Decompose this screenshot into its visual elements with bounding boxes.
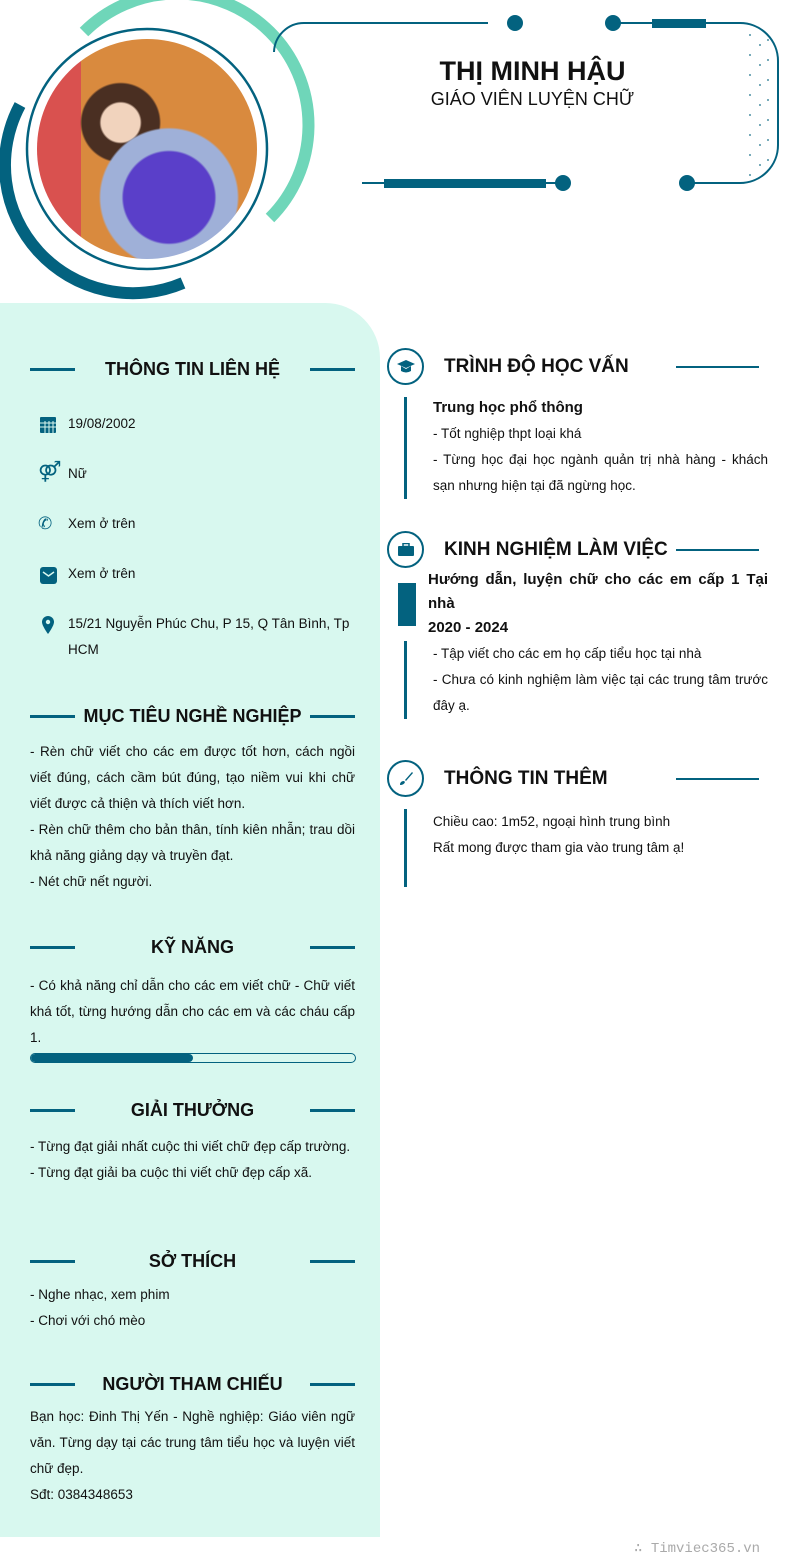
experience-title: Hướng dẫn, luyện chữ cho các em cấp 1 Tại nhà 2020 - 2024 [428, 571, 768, 636]
objective-text: - Rèn chữ viết cho các em được tốt hơn, cách ngồi viết đúng, cách cầm bút đúng, tạo niềm vui khi chữ viết được cả thiện và thích viết hơn. - Rèn chữ thêm cho bản thân, tính kiên nhẫn; trau dồi khả năng giảng dạy và truyền đạt. - Nét chữ nết người. [30, 744, 355, 889]
skill-level-bar [30, 1053, 356, 1063]
calendar-icon [38, 414, 58, 434]
objective-header: MỤC TIÊU NGHỀ NGHIỆP [30, 703, 355, 729]
phone-icon: ✆ [38, 514, 53, 533]
email-icon [38, 565, 58, 585]
references-text: Bạn học: Đinh Thị Yến - Nghề nghiệp: Giáo viên ngữ văn. Từng dạy tại các trung tâm tiểu học và luyện viết chữ đẹp. Sđt: 0384348653 [30, 1409, 355, 1502]
location-icon [38, 615, 58, 635]
hobbies-text: - Nghe nhạc, xem phim - Chơi với chó mèo [30, 1287, 170, 1328]
education-content: Trung học phổ thông - Tốt nghiệp thpt loại khá - Từng học đại học ngành quản trị nhà hàng - khách sạn nhưng hiện tại đã ngừng học. [433, 399, 768, 493]
hobbies-header: SỞ THÍCH [30, 1248, 355, 1274]
extra-info-content: Chiều cao: 1m52, ngoại hình trung bình Rất mong được tham gia vào trung tâm ạ! [433, 814, 685, 855]
left-panel [0, 303, 380, 1537]
gender-icon: ⚤ [38, 461, 62, 483]
graduation-cap-icon [387, 348, 424, 385]
awards-header: GIẢI THƯỞNG [30, 1097, 355, 1123]
references-header: NGƯỜI THAM CHIẾU [30, 1371, 355, 1397]
brush-icon [387, 760, 424, 797]
experience-details: - Tập viết cho các em họ cấp tiểu học tại nhà - Chưa có kinh nghiệm làm việc tại các trung tâm trước đây ạ. [433, 646, 768, 713]
experience-header: KINH NGHIỆM LÀM VIỆC [387, 531, 759, 569]
watermark: ∴ Timviec365.vn [634, 1541, 761, 1557]
phone: Xem ở trên [68, 516, 136, 531]
awards-text: - Từng đạt giải nhất cuộc thi viết chữ đẹp cấp trường. - Từng đạt giải ba cuộc thi viết chữ đẹp cấp xã. [30, 1139, 351, 1180]
gender: Nữ [68, 466, 87, 481]
birthday: 19/08/2002 [68, 416, 136, 431]
email: Xem ở trên [68, 566, 136, 581]
skills-header: KỸ NĂNG [30, 934, 355, 960]
extra-info-header: THÔNG TIN THÊM [387, 760, 759, 798]
avatar [37, 39, 257, 259]
experience-marker [398, 583, 416, 626]
briefcase-icon [387, 531, 424, 568]
contact-header: THÔNG TIN LIÊN HỆ [30, 356, 355, 382]
skills-text: - Có khả năng chỉ dẫn cho các em viết chữ - Chữ viết khá tốt, từng hướng dẫn cho các em và các cháu cấp 1. [30, 978, 355, 1045]
candidate-name: THỊ MINH HẬU [439, 56, 626, 86]
education-header: TRÌNH ĐỘ HỌC VẤN [387, 348, 759, 386]
address: 15/21 Nguyễn Phúc Chu, P 15, Q Tân Bình, Tp HCM [68, 616, 350, 657]
job-title: GIÁO VIÊN LUYỆN CHỮ [430, 89, 635, 109]
